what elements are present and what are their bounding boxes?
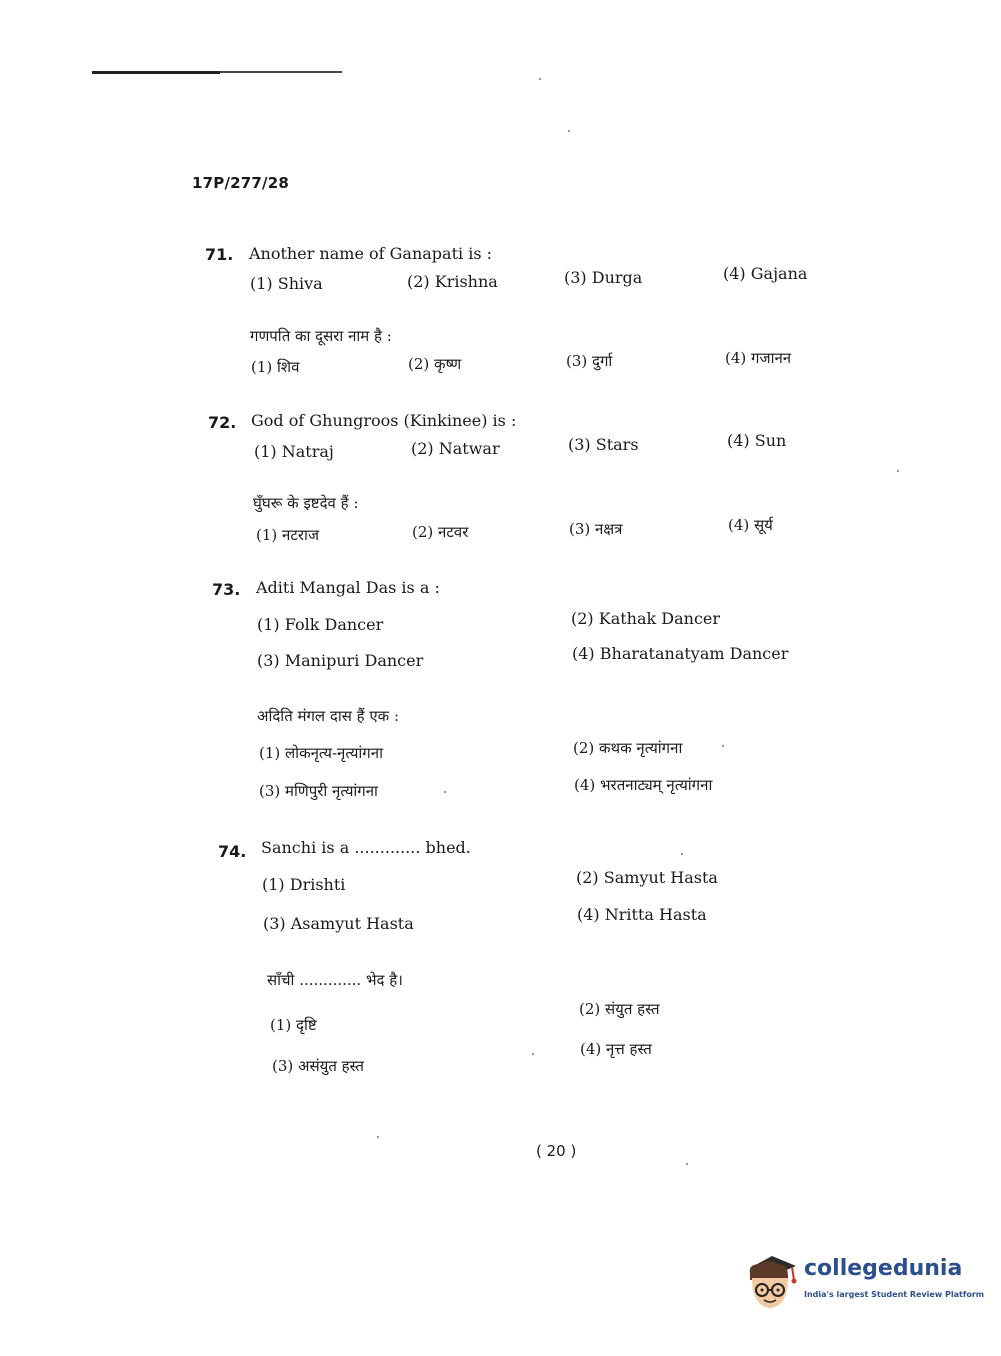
option-1-hi: (1) लोकनृत्य-नृत्यांगना (259, 744, 383, 762)
option-4-en: (4) Sun (727, 431, 787, 450)
option-1-hi: (1) नटराज (256, 526, 320, 544)
question-text-en: Sanchi is a ............. bhed. (261, 838, 471, 857)
option-1-en: (1) Drishti (262, 875, 346, 894)
option-2-en: (2) Krishna (407, 272, 498, 291)
scan-speck (539, 78, 541, 80)
option-1-hi: (1) शिव (251, 358, 300, 376)
question-text-hi: गणपति का दूसरा नाम है : (250, 327, 392, 345)
scan-speck (568, 130, 570, 132)
question-text-en: Aditi Mangal Das is a : (256, 578, 440, 597)
option-4-en: (4) Nritta Hasta (577, 905, 707, 924)
option-2-hi: (2) कृष्ण (408, 355, 462, 373)
question-text-en: Another name of Ganapati is : (249, 244, 493, 263)
scan-speck (532, 1053, 534, 1055)
scan-speck (897, 470, 899, 472)
top-rule (92, 71, 342, 73)
brand-tagline: India's largest Student Review Platform (804, 1290, 985, 1299)
mascot-icon (742, 1250, 802, 1314)
option-3-en: (3) Durga (564, 268, 643, 287)
scan-speck (722, 745, 724, 747)
option-1-en: (1) Folk Dancer (257, 615, 384, 634)
option-4-hi: (4) नृत्त हस्त (580, 1040, 652, 1058)
collegedunia-watermark (742, 1250, 985, 1314)
scan-speck (686, 1163, 688, 1165)
option-3-hi: (3) दुर्गा (566, 352, 613, 370)
option-3-en: (3) Manipuri Dancer (257, 651, 424, 670)
page-number: ( 20 ) (536, 1142, 577, 1160)
question-text-hi: साँची ............. भेद है। (267, 971, 403, 989)
scan-speck (681, 853, 683, 855)
option-4-en: (4) Bharatanatyam Dancer (572, 644, 789, 663)
option-3-en: (3) Asamyut Hasta (263, 914, 414, 933)
option-2-en: (2) Kathak Dancer (571, 609, 721, 628)
option-4-hi: (4) गजानन (725, 349, 792, 367)
question-number: 73. (212, 580, 241, 599)
question-number: 74. (218, 842, 247, 861)
option-2-en: (2) Samyut Hasta (576, 868, 718, 887)
brand-name: collegedunia (804, 1256, 963, 1281)
question-text-en: God of Ghungroos (Kinkinee) is : (251, 411, 517, 430)
paper-code: 17P/277/28 (192, 174, 290, 192)
question-text-hi: अदिति मंगल दास हैं एक : (257, 707, 399, 725)
question-number: 72. (208, 413, 237, 432)
option-1-hi: (1) दृष्टि (270, 1016, 317, 1034)
option-3-en: (3) Stars (568, 435, 639, 454)
question-text-hi: घुँघरू के इष्टदेव हैं : (253, 494, 359, 512)
scan-speck (444, 791, 446, 793)
option-4-hi: (4) सूर्य (728, 516, 773, 534)
option-2-hi: (2) नटवर (412, 523, 469, 541)
option-3-hi: (3) मणिपुरी नृत्यांगना (259, 782, 378, 800)
scan-speck (377, 1136, 379, 1138)
option-2-en: (2) Natwar (411, 439, 500, 458)
question-number: 71. (205, 245, 234, 264)
option-3-hi: (3) असंयुत हस्त (272, 1057, 364, 1075)
option-4-hi: (4) भरतनाट्यम् नृत्यांगना (574, 776, 713, 794)
option-1-en: (1) Natraj (254, 442, 334, 461)
option-2-hi: (2) संयुत हस्त (579, 1000, 660, 1018)
option-2-hi: (2) कथक नृत्यांगना (573, 739, 683, 757)
option-1-en: (1) Shiva (250, 274, 323, 293)
option-4-en: (4) Gajana (723, 264, 808, 283)
option-3-hi: (3) नक्षत्र (569, 520, 623, 538)
